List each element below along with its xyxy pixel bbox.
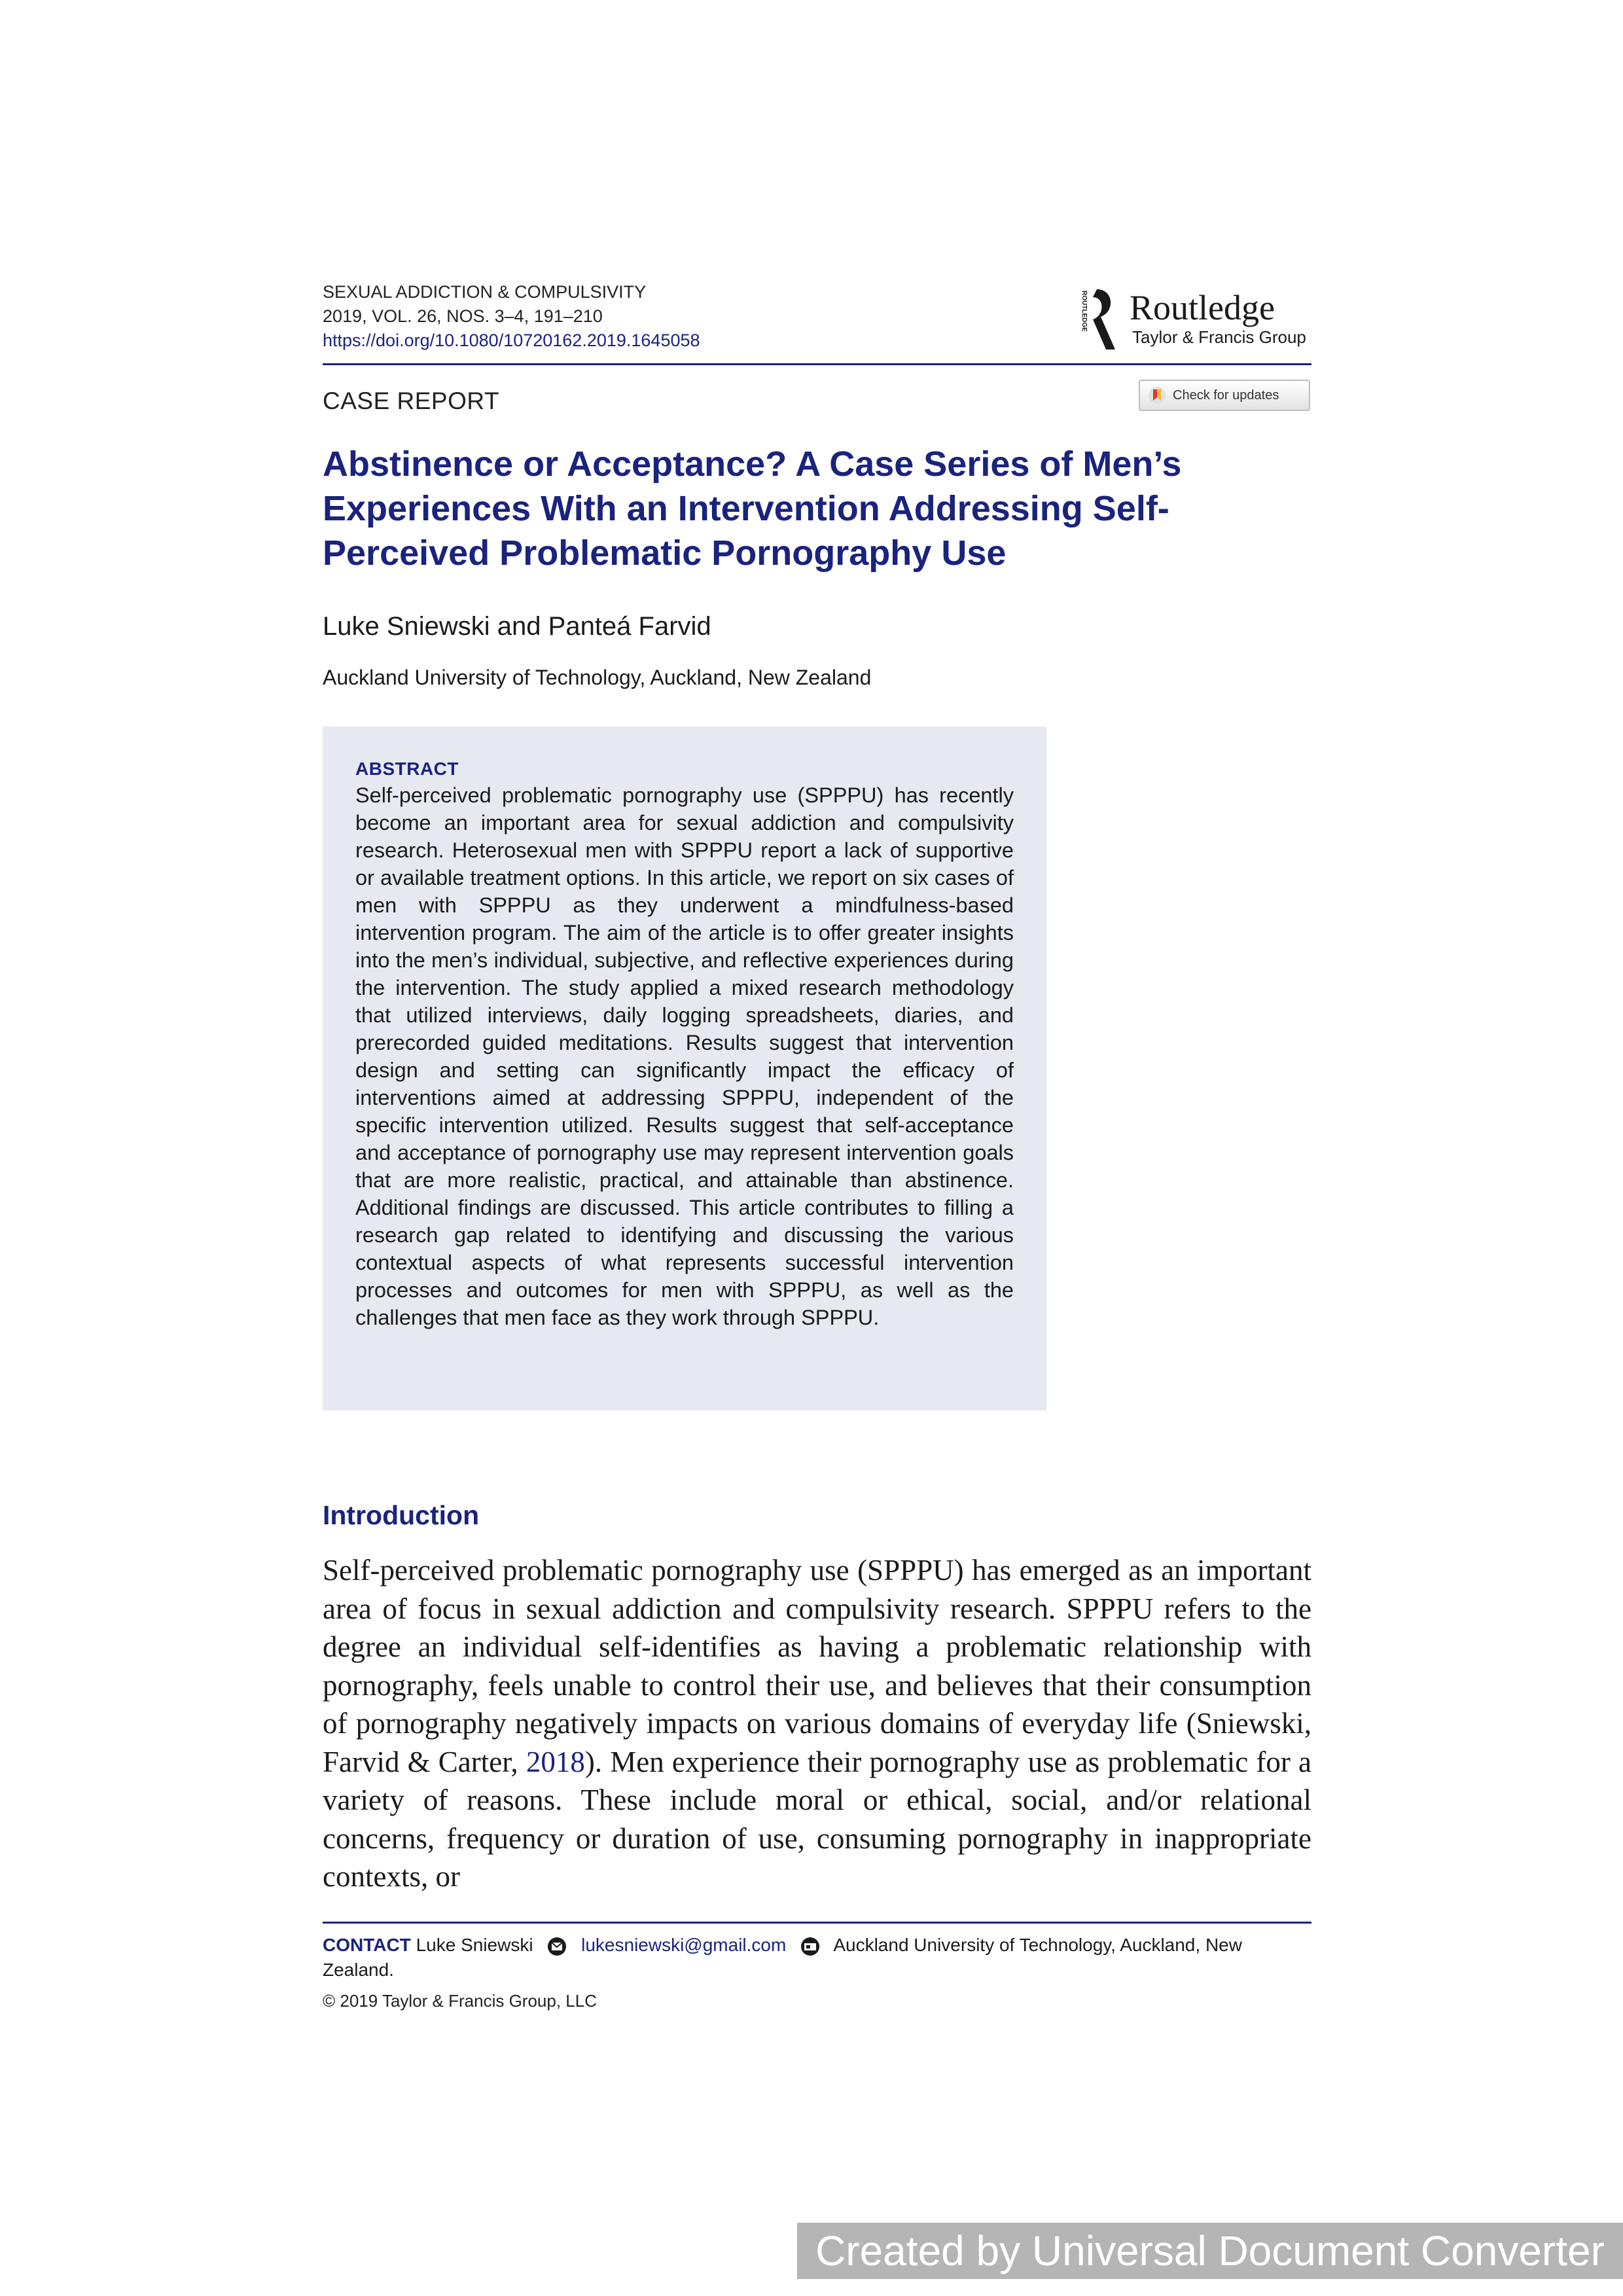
publisher-spine: ROUTLEDGE [1080,291,1088,332]
article-title: Abstinence or Acceptance? A Case Series of Men’s Experiences With an Intervention Addressing Self-Perceived Problematic Pornography Use [323,444,1182,573]
abstract-heading: ABSTRACT [355,759,459,779]
introduction-heading: Introduction [323,1500,480,1530]
abstract-text: Self-perceived problematic pornography use (SPPPU) has recently become an important area for sexual addiction and compulsivity research. Heterosexual men with SPPPU report a lack of supportive or available treatment options. In this article, we report on six cases of men with SPPPU as they underwent a mindfulness-based intervention program. The aim of the article is to offer greater insights into the men’s individual, subjective, and reflective experiences during the intervention. The study applied a mixed research methodology that utilized interviews, daily logging spreadsheets, diaries, and prerecorded guided meditations. Results suggest that intervention design and setting can significantly impact the efficacy of interventions aimed at addressing SPPPU, independent of the specific intervention utilized. Results suggest that self-acceptance and acceptance of pornography use may represent intervention goals that are more realistic, practical, and attainable than abstinence. Additional findings are discussed. This article contributes to filling a research gap related to identifying and discussing the various contextual aspects of what represents successful intervention processes and outcomes for men with SPPPU, as well as the challenges that men face as they work through SPPPU. [355,783,1014,1329]
article-type: CASE REPORT [323,387,500,414]
watermark: Created by Universal Document Converter [797,2223,1623,2279]
journal-name: SEXUAL ADDICTION & COMPULSIVITY [323,282,647,302]
contact-label: CONTACT [323,1935,411,1955]
check-for-updates-button[interactable] [1139,380,1310,411]
doi-link[interactable]: https://doi.org/10.1080/10720162.2019.1645058 [323,331,700,350]
copyright: © 2019 Taylor & Francis Group, LLC [323,1991,597,2011]
journal-header [323,280,700,353]
affiliation: Auckland University of Technology, Auckland, New Zealand [323,666,872,689]
publisher-name: Routledge [1130,288,1275,327]
publisher-group: Taylor & Francis Group [1132,327,1306,347]
contact-line [323,1933,1311,1982]
check-updates-label: Check for updates [1173,387,1279,403]
contact-email[interactable]: lukesniewski@gmail.com [581,1935,787,1955]
contact-address: Auckland University of Technology, Auckland, New Zealand. [323,1935,1242,1980]
volume-info: 2019, VOL. 26, NOS. 3–4, 191–210 [323,306,603,326]
abstract-box [323,726,1046,1410]
address-icon [799,1937,821,1956]
intro-text-part1: Self-perceived problematic pornography use (SPPPU) has emerged as an important area of focus in sexual addiction and compulsivity research. SPPPU refers to the degree an individual self-identifies as having a problematic relationship with pornography, feels unable to control their use, and believes that their consumption of pornography negatively impacts on various domains of everyday life (Sniewski, Farvid & Carter, [323,1554,1311,1778]
check-updates-icon [1148,386,1166,404]
email-icon [546,1937,568,1956]
routledge-logo-icon [1073,287,1119,352]
citation-link[interactable]: 2018 [526,1745,585,1778]
footer-divider [323,1922,1311,1924]
authors: Luke Sniewski and Panteá Farvid [323,612,711,641]
header-divider [323,363,1311,365]
intro-text-part2: ). Men experience their pornography use as problematic for a variety of reasons. These include moral or ethical, social, and/or relational concerns, frequency or duration of use, consuming pornography in inappropriate contexts, or [323,1745,1311,1893]
introduction-paragraph [323,1551,1311,1896]
publisher-logo [1073,287,1311,357]
contact-name: Luke Sniewski [416,1935,533,1955]
